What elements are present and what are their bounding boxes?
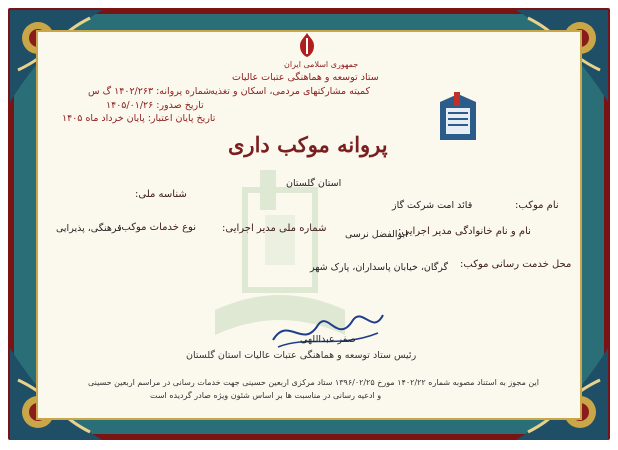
manager-value: ابوالفضل نرسی	[345, 229, 408, 240]
service-type-value: فرهنگی، پذیرایی	[56, 223, 122, 234]
org-name-line2: کمیته مشارکتهای مردمی، اسکان و تغذیه	[210, 86, 370, 97]
iran-emblem-icon	[296, 32, 318, 58]
moukeb-name-value: قائد امت شرکت گاز	[392, 200, 473, 211]
location-value: گرگان، خیابان پاسداران، پارک شهر	[310, 262, 449, 273]
certificate-title: پروانه موکب داری	[228, 132, 388, 157]
service-type-label: نوع خدمات موکب:	[118, 222, 196, 233]
signatory-name: صفر عبداللهی	[300, 334, 356, 345]
org-name-line1: ستاد توسعه و هماهنگی عتبات عالیات	[232, 72, 379, 83]
province-label: استان گلستان	[286, 178, 342, 189]
signature-mark	[268, 305, 388, 355]
expiry-date: تاریخ پایان اعتبار: پایان خرداد ماه ۱۴۰۵	[62, 113, 216, 124]
emblem-caption: جمهوری اسلامی ایران	[284, 60, 359, 69]
license-number: شماره پروانه: ۱۴۰۲/۲۶۳ گ س	[88, 86, 212, 97]
manager-national-id-label: شماره ملی مدیر اجرایی:	[222, 223, 327, 234]
manager-label: نام و نام خانوادگی مدیر اجرایی:	[398, 226, 531, 237]
moukeb-name-label: نام موکب:	[515, 200, 559, 211]
national-id-label: شناسه ملی:	[135, 189, 187, 200]
signatory-title: رئیس ستاد توسعه و هماهنگی عتبات عالیات استان گلستان	[186, 350, 417, 361]
footer-line2: و ادعیه رسانی در مناسبت ها بر اساس شئون ویژه صادر گردیده است	[150, 391, 382, 400]
location-label: محل خدمت رسانی موکب:	[460, 259, 572, 270]
headquarters-logo	[436, 92, 480, 148]
issue-date: تاریخ صدور: ۱۴۰۵/۰۱/۲۶	[106, 100, 204, 111]
footer-line1: این مجوز به استناد مصوبه شماره ۱۴۰۲/۲۲ مورخ ۱۳۹۶/۰۲/۲۵ ستاد مرکزی اربعین حسینی جهت خدمات رسانی در مراسم اربعین حسینی	[88, 378, 539, 387]
